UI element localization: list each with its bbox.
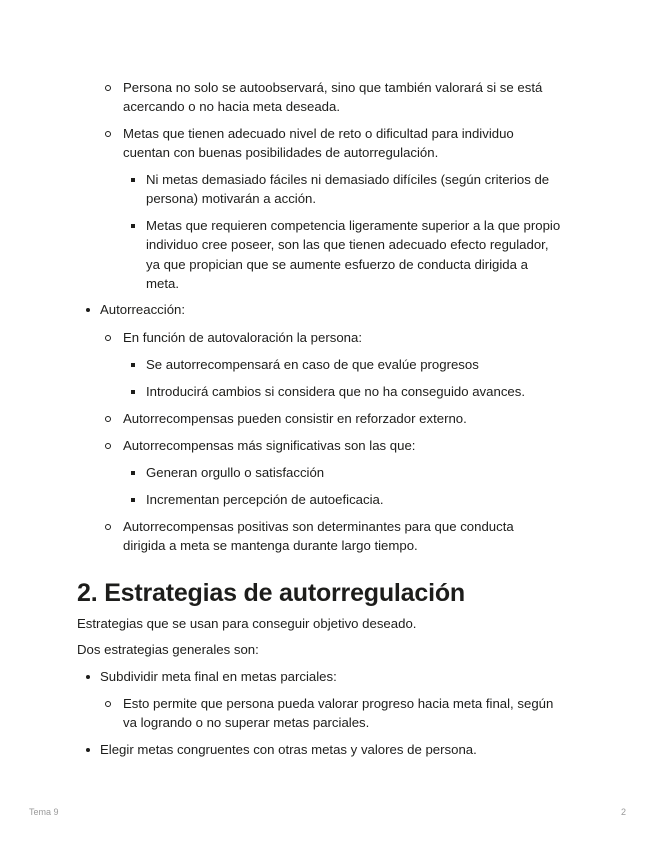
bullet-square <box>131 471 135 475</box>
footer-title: Tema 9 <box>29 807 59 817</box>
list-item-line: Esto permite que persona pueda valorar progreso hacia meta final, según <box>123 696 554 711</box>
bullet-disc <box>86 748 90 752</box>
paragraph: Estrategias que se usan para conseguir objetivo deseado. <box>77 616 417 631</box>
list-item-line: Autorrecompensas positivas son determinantes para que conducta <box>123 519 514 534</box>
section-heading: 2. Estrategias de autorregulación <box>77 579 465 607</box>
list-item-line: Ni metas demasiado fáciles ni demasiado difíciles (según criterios de <box>146 172 550 187</box>
page-number: 2 <box>621 807 627 817</box>
bullet-circle <box>105 701 111 707</box>
bullet-square <box>131 498 135 502</box>
list-item-line: dirigida a meta se mantenga durante largo tiempo. <box>123 538 418 553</box>
list-item-line: Metas que tienen adecuado nivel de reto o dificultad para individuo <box>123 126 514 141</box>
list-item-line: Generan orgullo o satisfacción <box>146 465 325 480</box>
list-item-line: En función de autovaloración la persona: <box>123 330 363 345</box>
bullet-circle <box>105 443 111 449</box>
bullet-square <box>131 178 135 182</box>
list-item-line: Persona no solo se autoobservará, sino que también valorará si se está <box>123 80 543 95</box>
list-item-line: Se autorrecompensará en caso de que evalúe progresos <box>146 357 479 372</box>
bullet-square <box>131 224 135 228</box>
list-item-line: acercando o no hacia meta deseada. <box>123 99 341 114</box>
list-item-line: Introducirá cambios si considera que no ha conseguido avances. <box>146 384 526 399</box>
bullet-square <box>131 363 135 367</box>
list-item-line: Metas que requieren competencia ligeramente superior a la que propio <box>146 218 561 233</box>
list-item-line: cuentan con buenas posibilidades de autorregulación. <box>123 145 439 160</box>
list-item-line: Autorrecompensas pueden consistir en reforzador externo. <box>123 411 467 426</box>
bullet-circle <box>105 416 111 422</box>
bullet-square <box>131 390 135 394</box>
list-item-line: Autorreacción: <box>100 302 186 317</box>
list-item-line: meta. <box>146 276 179 291</box>
list-item-line: persona) motivarán a acción. <box>146 191 317 206</box>
list-item-line: va logrando o no superar metas parciales. <box>123 715 370 730</box>
bullet-circle <box>105 85 111 91</box>
bullet-circle <box>105 524 111 530</box>
bullet-disc <box>86 675 90 679</box>
list-item-line: ya que propician que se aumente esfuerzo de conducta dirigida a <box>146 257 528 272</box>
list-item-line: Autorrecompensas más significativas son las que: <box>123 438 416 453</box>
bullet-disc <box>86 308 90 312</box>
list-item-line: Incrementan percepción de autoeficacia. <box>146 492 384 507</box>
list-item-line: individuo cree poseer, son las que tienen adecuado efecto regulador, <box>146 237 549 252</box>
paragraph: Dos estrategias generales son: <box>77 642 259 657</box>
list-item-line: Elegir metas congruentes con otras metas y valores de persona. <box>100 742 477 757</box>
bullet-circle <box>105 131 111 137</box>
list-item-line: Subdividir meta final en metas parciales: <box>100 669 337 684</box>
bullet-circle <box>105 335 111 341</box>
